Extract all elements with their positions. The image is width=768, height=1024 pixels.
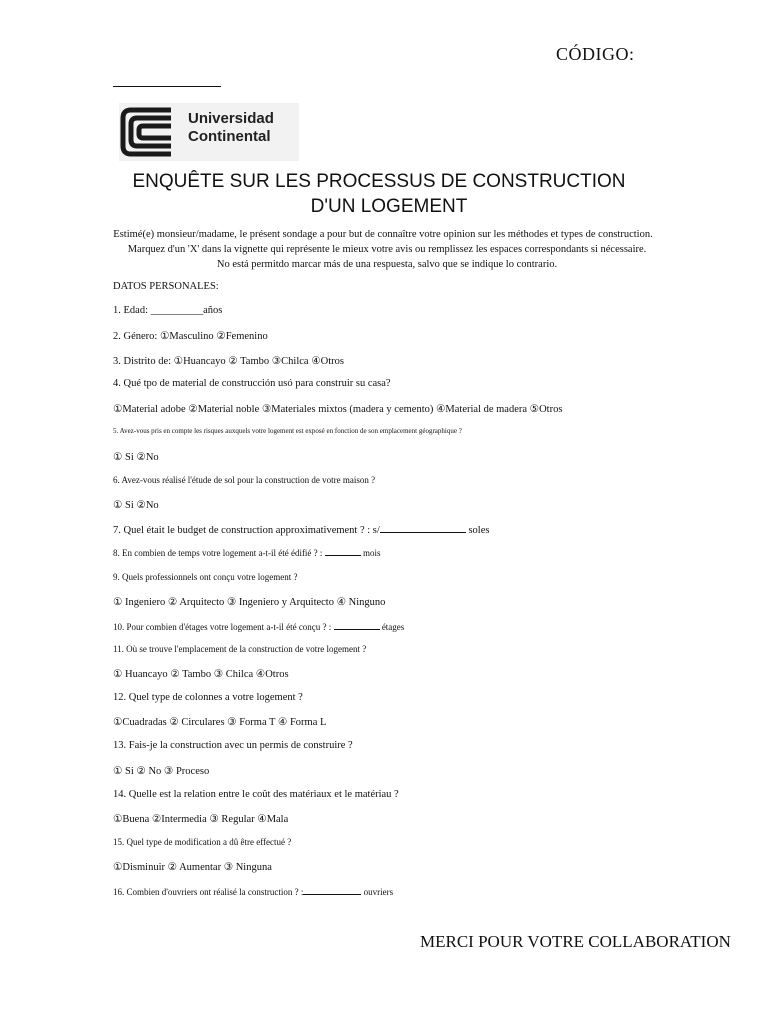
logo-line-2: Continental [188, 128, 271, 145]
question-4-options[interactable]: ①Material adobe ②Material noble ③Materiales mixtos (madera y cemento) ④Material de madera ⑤Otros [113, 404, 563, 415]
question-6: 6. Avez-vous réalisé l'étude de sol pour la construction de votre maison ? [113, 475, 376, 485]
question-10 [113, 620, 404, 632]
question-11-options[interactable]: ① Huancayo ② Tambo ③ Chilca ④Otros [113, 669, 289, 680]
question-2-gender[interactable]: 2. Género: ①Masculino ②Femenino [113, 331, 268, 342]
floors-field[interactable] [334, 620, 380, 630]
question-9: 9. Quels professionnels ont conçu votre logement ? [113, 572, 298, 582]
codigo-blank-line [113, 86, 221, 87]
duration-field[interactable] [325, 546, 361, 556]
question-11: 11. Où se trouve l'emplacement de la construction de votre logement ? [113, 644, 367, 654]
question-16-prefix: 16. Combien d'ouvriers ont réalisé la construction ? : [113, 887, 304, 897]
question-10-suffix: étages [379, 622, 405, 632]
question-1-prefix: 1. Edad: [113, 305, 151, 316]
question-16-suffix: ouvriers [361, 887, 394, 897]
question-7 [113, 523, 489, 536]
question-15-options[interactable]: ①Disminuir ② Aumentar ③ Ninguna [113, 862, 272, 873]
question-7-prefix: 7. Quel était le budget de construction approximativement ? : s/ [113, 525, 380, 536]
thank-you-footer: MERCI POUR VOTRE COLLABORATION [420, 932, 731, 951]
question-13: 13. Fais-je la construction avec un permis de construire ? [113, 740, 353, 751]
question-8-suffix: mois [360, 548, 381, 558]
question-3-district[interactable]: 3. Distrito de: ①Huancayo ② Tambo ③Chilca ④Otros [113, 356, 344, 367]
question-8 [113, 546, 380, 558]
question-1 [113, 305, 222, 316]
intro-line-1: Estimé(e) monsieur/madame, le présent sondage a pour but de connaître votre opinion sur les méthodes et types de construction. [113, 229, 653, 240]
question-14: 14. Quelle est la relation entre le coût des matériaux et le matériau ? [113, 789, 399, 800]
question-14-options[interactable]: ①Buena ②Intermedia ③ Regular ④Mala [113, 814, 289, 825]
budget-field[interactable] [380, 523, 466, 533]
question-8-prefix: 8. En combien de temps votre logement a-t-il été édifié ? : [113, 548, 325, 558]
question-5-options[interactable]: ① Si ②No [113, 452, 159, 463]
workers-field[interactable] [303, 885, 361, 895]
question-7-suffix: soles [465, 525, 490, 536]
intro-line-3: No está permitdo marcar más de una respuesta, salvo que se indique lo contrario. [216, 259, 558, 270]
survey-title-line-1: ENQUÊTE SUR LES PROCESSUS DE CONSTRUCTION [132, 171, 626, 192]
question-6-options[interactable]: ① Si ②No [113, 500, 159, 511]
question-13-options[interactable]: ① Si ② No ③ Proceso [113, 766, 210, 777]
question-12: 12. Quel type de colonnes a votre logement ? [113, 692, 303, 703]
logo-line-1: Universidad [188, 110, 274, 127]
question-16 [113, 885, 393, 897]
codigo-label: CÓDIGO: [556, 44, 635, 64]
university-logo-text [188, 110, 274, 146]
question-12-options[interactable]: ①Cuadradas ② Circulares ③ Forma T ④ Forma L [113, 717, 327, 728]
question-4: 4. Qué tpo de material de construcción usó para construir su casa? [113, 378, 391, 389]
question-15: 15. Quel type de modification a dû être effectué ? [113, 837, 292, 847]
section-personal-data: DATOS PERSONALES: [113, 281, 219, 292]
question-5: 5. Avez-vous pris en compte les risques auxquels votre logement est exposé en fonction de son emplacement géographique ? [113, 427, 462, 435]
question-9-options[interactable]: ① Ingeniero ② Arquitecto ③ Ingeniero y Arquitecto ④ Ninguno [113, 597, 386, 608]
question-10-prefix: 10. Pour combien d'étages votre logement a-t-il été conçu ? : [113, 622, 334, 632]
survey-title-line-2: D'UN LOGEMENT [310, 196, 468, 217]
intro-line-2: Marquez d'un 'X' dans la vignette qui représente le mieux votre avis ou remplissez les espaces correspondants si nécessaire. [127, 244, 647, 255]
question-1-suffix: años [203, 305, 223, 316]
age-field[interactable]: __________ [150, 305, 204, 316]
